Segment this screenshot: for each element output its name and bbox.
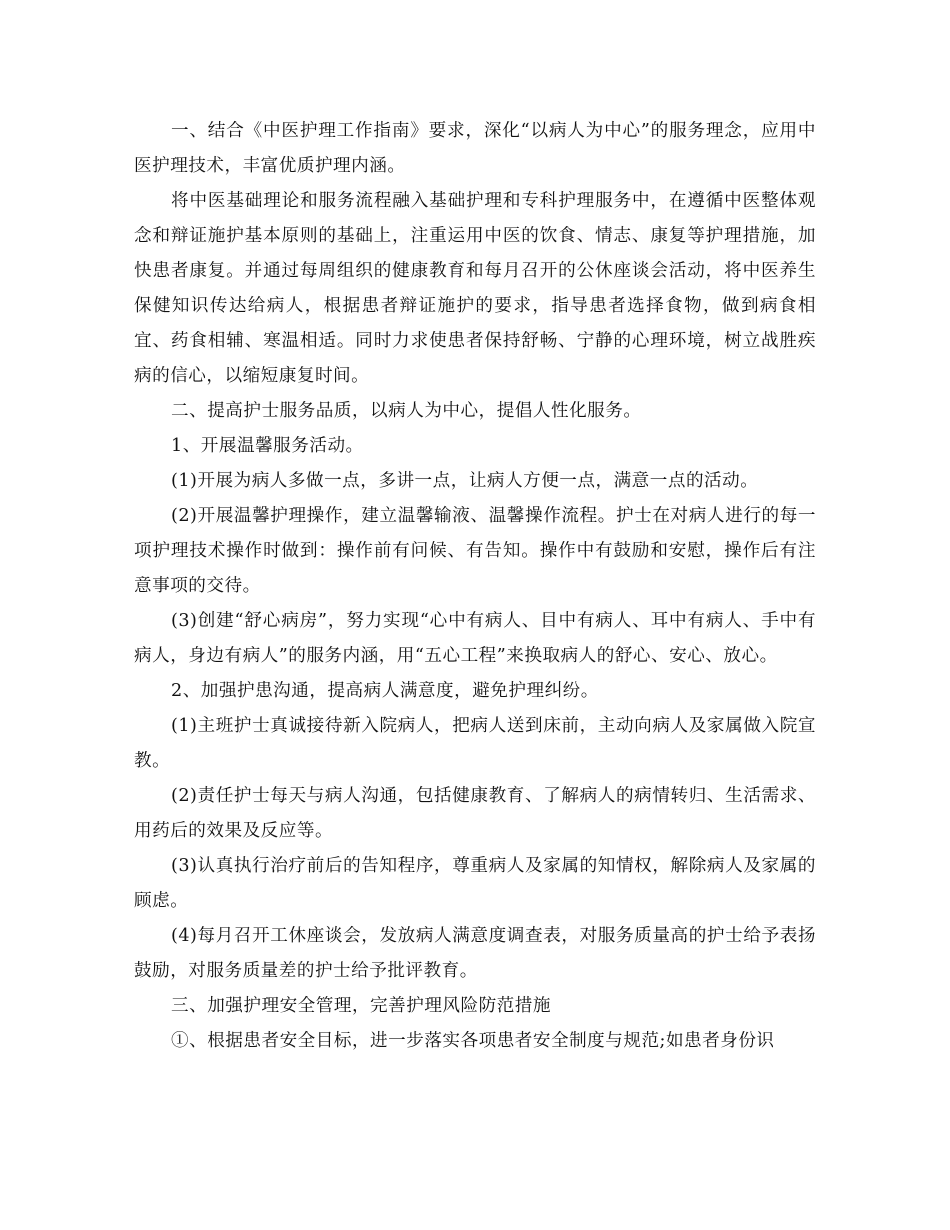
- paragraph-item-1-2: (2)开展温馨护理操作，建立温馨输液、温馨操作流程。护士在对病人进行的每一项护理技术操作时做到：操作前有问候、有告知。操作中有鼓励和安慰，操作后有注意事项的交待。: [134, 506, 816, 596]
- paragraph-subsection-1: 1、开展温馨服务活动。: [171, 436, 364, 456]
- paragraph-item-2-4: (4)每月召开工休座谈会，发放病人满意度调查表，对服务质量高的护士给予表扬鼓励，对服务质量差的护士给予批评教育。: [134, 926, 816, 981]
- paragraph-section-2-heading: 二、提高护士服务品质，以病人为中心，提倡人性化服务。: [171, 401, 642, 421]
- paragraph-item-3-1: ①、根据患者安全目标，进一步落实各项患者安全制度与规范;如患者身份识: [171, 1031, 775, 1051]
- paragraph-item-1-1: (1)开展为病人多做一点，多讲一点，让病人方便一点，满意一点的活动。: [171, 471, 759, 491]
- paragraph-section-3-heading: 三、加强护理安全管理，完善护理风险防范措施: [171, 996, 551, 1016]
- paragraph-item-2-1: (1)主班护士真诚接待新入院病人，把病人送到床前，主动向病人及家属做入院宣教。: [134, 716, 816, 771]
- paragraph-section-1-heading: 一、结合《中医护理工作指南》要求，深化“以病人为中心”的服务理念，应用中医护理技术，丰富优质护理内涵。: [134, 121, 816, 176]
- paragraph-item-2-2: (2)责任护士每天与病人沟通，包括健康教育、了解病人的病情转归、生活需求、用药后的效果及反应等。: [134, 786, 816, 841]
- paragraph-item-2-3: (3)认真执行治疗前后的告知程序，尊重病人及家属的知情权，解除病人及家属的顾虑。: [134, 856, 816, 911]
- paragraph-tcm-integration: 将中医基础理论和服务流程融入基础护理和专科护理服务中，在遵循中医整体观念和辩证施护基本原则的基础上，注重运用中医的饮食、情志、康复等护理措施，加快患者康复。并通过每周组织的健康教育和每月召开的公休座谈会活动，将中医养生保健知识传达给病人，根据患者辩证施护的要求，指导患者选择食物，做到病食相宜、药食相辅、寒温相适。同时力求使患者保持舒畅、宁静的心理环境，树立战胜疾病的信心，以缩短康复时间。: [134, 191, 816, 386]
- document-body: [134, 114, 816, 1059]
- paragraph-subsection-2: 2、加强护患沟通，提高病人满意度，避免护理纠纷。: [171, 681, 599, 701]
- paragraph-item-1-3: (3)创建“舒心病房”，努力实现“心中有病人、目中有病人、耳中有病人、手中有病人，身边有病人”的服务内涵，用“五心工程”来换取病人的舒心、安心、放心。: [134, 611, 816, 666]
